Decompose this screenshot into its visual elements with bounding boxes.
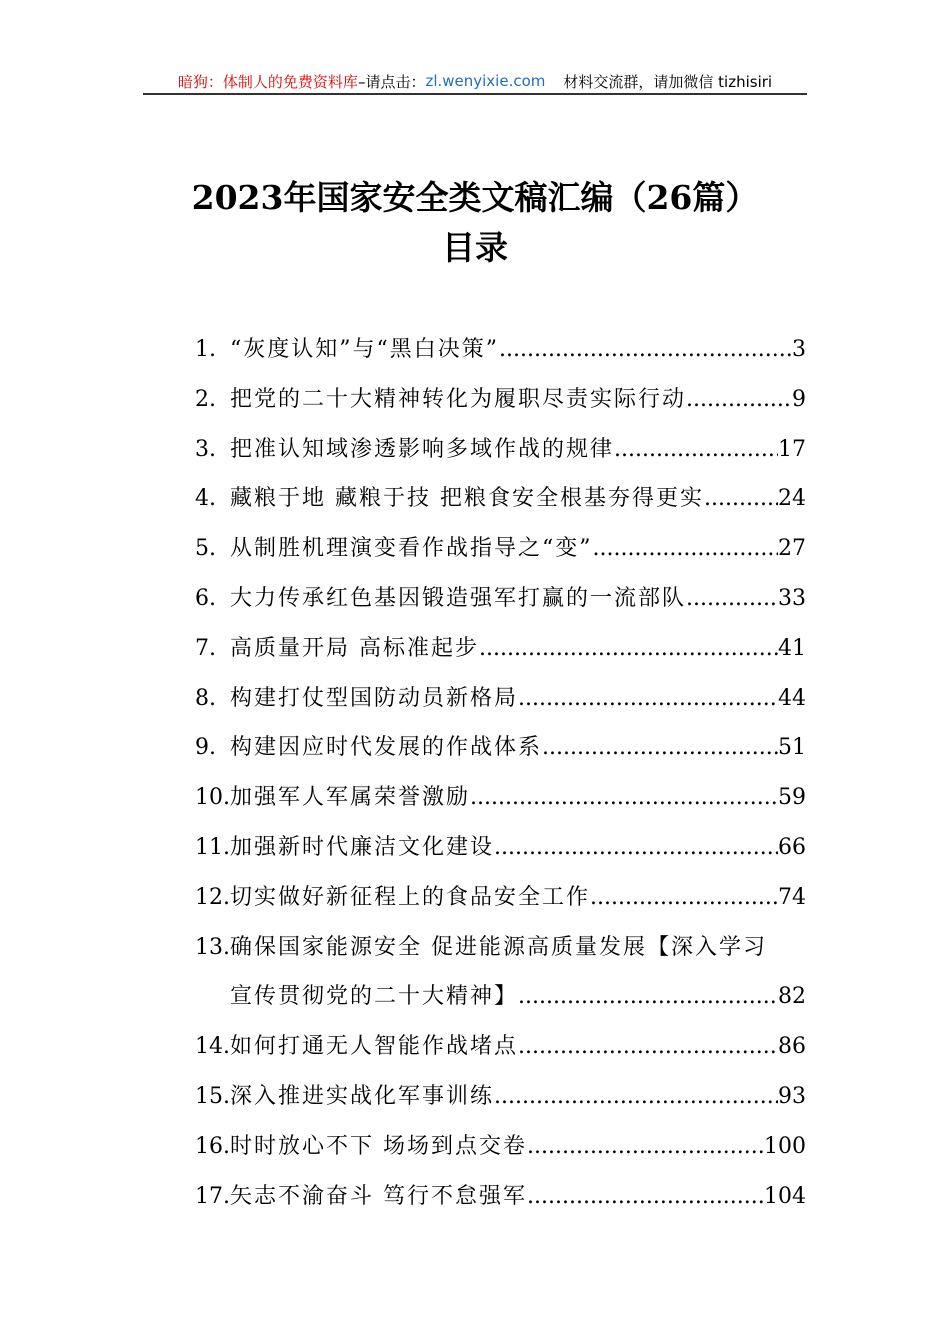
toc-entry[interactable] [195, 674, 806, 724]
toc-entry[interactable] [195, 723, 806, 773]
dot-leader [518, 1022, 778, 1072]
toc-entry[interactable] [195, 1122, 806, 1172]
toc-entry-number: 7. [195, 635, 216, 661]
dot-leader [527, 1172, 764, 1222]
toc-entry-number: 4. [195, 486, 216, 512]
toc-entry-page: 24 [778, 486, 806, 512]
prompt-text: –请点击： [357, 72, 426, 91]
dot-leader [518, 972, 778, 1022]
toc-entry-number: 13. [195, 934, 230, 960]
toc-entry[interactable] [195, 1072, 806, 1122]
toc-entry[interactable] [195, 624, 806, 674]
table-of-contents [195, 325, 806, 1221]
toc-entry[interactable] [195, 474, 806, 524]
dot-leader [686, 574, 778, 624]
toc-entry-page: 33 [778, 585, 806, 611]
toc-entry-title: 从制胜机理演变看作战指导之“变” [230, 536, 593, 562]
dot-leader [686, 375, 792, 425]
toc-entry-title: 藏粮于地 藏粮于技 把粮食安全根基夯得更实 [230, 486, 704, 512]
toc-entry[interactable] [195, 1022, 806, 1072]
toc-entry[interactable] [195, 425, 806, 475]
dot-leader [593, 524, 779, 574]
toc-entry-number: 8. [195, 685, 216, 711]
toc-entry-number: 10. [195, 785, 230, 811]
website-link[interactable]: zl.wenyixie.com [425, 72, 546, 90]
toc-entry-number: 15. [195, 1083, 230, 1109]
toc-entry[interactable] [195, 325, 806, 375]
toc-entry-number: 11. [195, 834, 230, 860]
toc-entry[interactable] [195, 873, 806, 923]
toc-entry-number: 16. [195, 1133, 230, 1159]
toc-entry-page: 86 [778, 1034, 806, 1060]
toc-entry-page: 59 [778, 785, 806, 811]
dot-leader [479, 624, 778, 674]
toc-entry-number: 1. [195, 337, 216, 362]
toc-entry[interactable] [195, 1172, 806, 1222]
dot-leader [518, 674, 778, 724]
toc-entry-title-line2: 宣传贯彻党的二十大精神】 [230, 984, 519, 1010]
toc-entry-page: 82 [778, 984, 806, 1010]
toc-entry-continued[interactable] [195, 972, 806, 1022]
toc-entry-page: 17 [778, 436, 806, 462]
toc-entry-page: 100 [764, 1133, 806, 1159]
document-title: 2023年国家安全类文稿汇编（26篇） [191, 178, 759, 217]
toc-entry-page: 44 [778, 685, 806, 711]
toc-entry-title: 构建打仗型国防动员新格局 [230, 685, 519, 711]
toc-entry-title: 切实做好新征程上的食品安全工作 [230, 884, 591, 910]
toc-entry-title: 深入推进实战化军事训练 [230, 1083, 495, 1109]
dot-leader [614, 425, 778, 475]
toc-entry-number: 6. [195, 585, 216, 611]
toc-heading: 目录 [442, 228, 508, 267]
toc-entry[interactable] [195, 923, 806, 973]
toc-entry-number: 14. [195, 1034, 230, 1060]
toc-entry-title: 加强军人军属荣誉激励 [230, 785, 471, 811]
header-divider [143, 93, 807, 95]
toc-entry-page: 104 [764, 1183, 806, 1209]
toc-entry-number: 3. [195, 436, 216, 462]
toc-entry-title: 高质量开局 高标准起步 [230, 635, 479, 661]
toc-entry-title: 把准认知域渗透影响多域作战的规律 [230, 436, 615, 462]
contact-text: 材料交流群，请加微信 tizhisiri [563, 72, 773, 91]
toc-entry-title: 确保国家能源安全 促进能源高质量发展【深入学习 [230, 934, 767, 960]
toc-entry-number: 9. [195, 735, 216, 761]
toc-entry-title: 加强新时代廉洁文化建设 [230, 834, 495, 860]
toc-entry-page: 74 [778, 884, 806, 910]
brand-text: 暗狗：体制人的免费资料库 [177, 72, 358, 91]
toc-entry-title: 把党的二十大精神转化为履职尽责实际行动 [230, 386, 687, 412]
toc-entry[interactable] [195, 823, 806, 873]
dot-leader [470, 773, 778, 823]
toc-entry-page: 51 [778, 735, 806, 761]
dot-leader [527, 1122, 764, 1172]
toc-entry-title: 时时放心不下 场场到点交卷 [230, 1133, 527, 1159]
toc-entry-title: “灰度认知”与“黑白决策” [230, 337, 499, 362]
dot-leader [494, 823, 778, 873]
toc-entry[interactable] [195, 574, 806, 624]
toc-entry-page: 27 [778, 536, 806, 562]
dot-leader [590, 873, 778, 923]
toc-entry-page: 41 [778, 635, 806, 661]
toc-entry[interactable] [195, 773, 806, 823]
toc-entry-page: 93 [778, 1083, 806, 1109]
dot-leader [499, 325, 792, 375]
toc-entry-page: 3 [792, 337, 806, 362]
toc-entry-title: 大力传承红色基因锻造强军打赢的一流部队 [230, 585, 687, 611]
toc-entry[interactable] [195, 524, 806, 574]
toc-entry-number: 12. [195, 884, 230, 910]
dot-leader [704, 474, 778, 524]
toc-entry-number: 2. [195, 386, 216, 412]
dot-leader [494, 1072, 778, 1122]
toc-entry-title: 如何打通无人智能作战堵点 [230, 1034, 519, 1060]
toc-entry[interactable] [195, 375, 806, 425]
toc-entry-number: 17. [195, 1183, 230, 1209]
dot-leader [542, 723, 778, 773]
toc-entry-page: 66 [778, 834, 806, 860]
toc-entry-page: 9 [792, 386, 806, 412]
toc-entry-title: 矢志不渝奋斗 笃行不怠强军 [230, 1183, 527, 1209]
page-header [145, 68, 805, 94]
toc-entry-title: 构建因应时代发展的作战体系 [230, 735, 543, 761]
toc-entry-number: 5. [195, 536, 216, 562]
